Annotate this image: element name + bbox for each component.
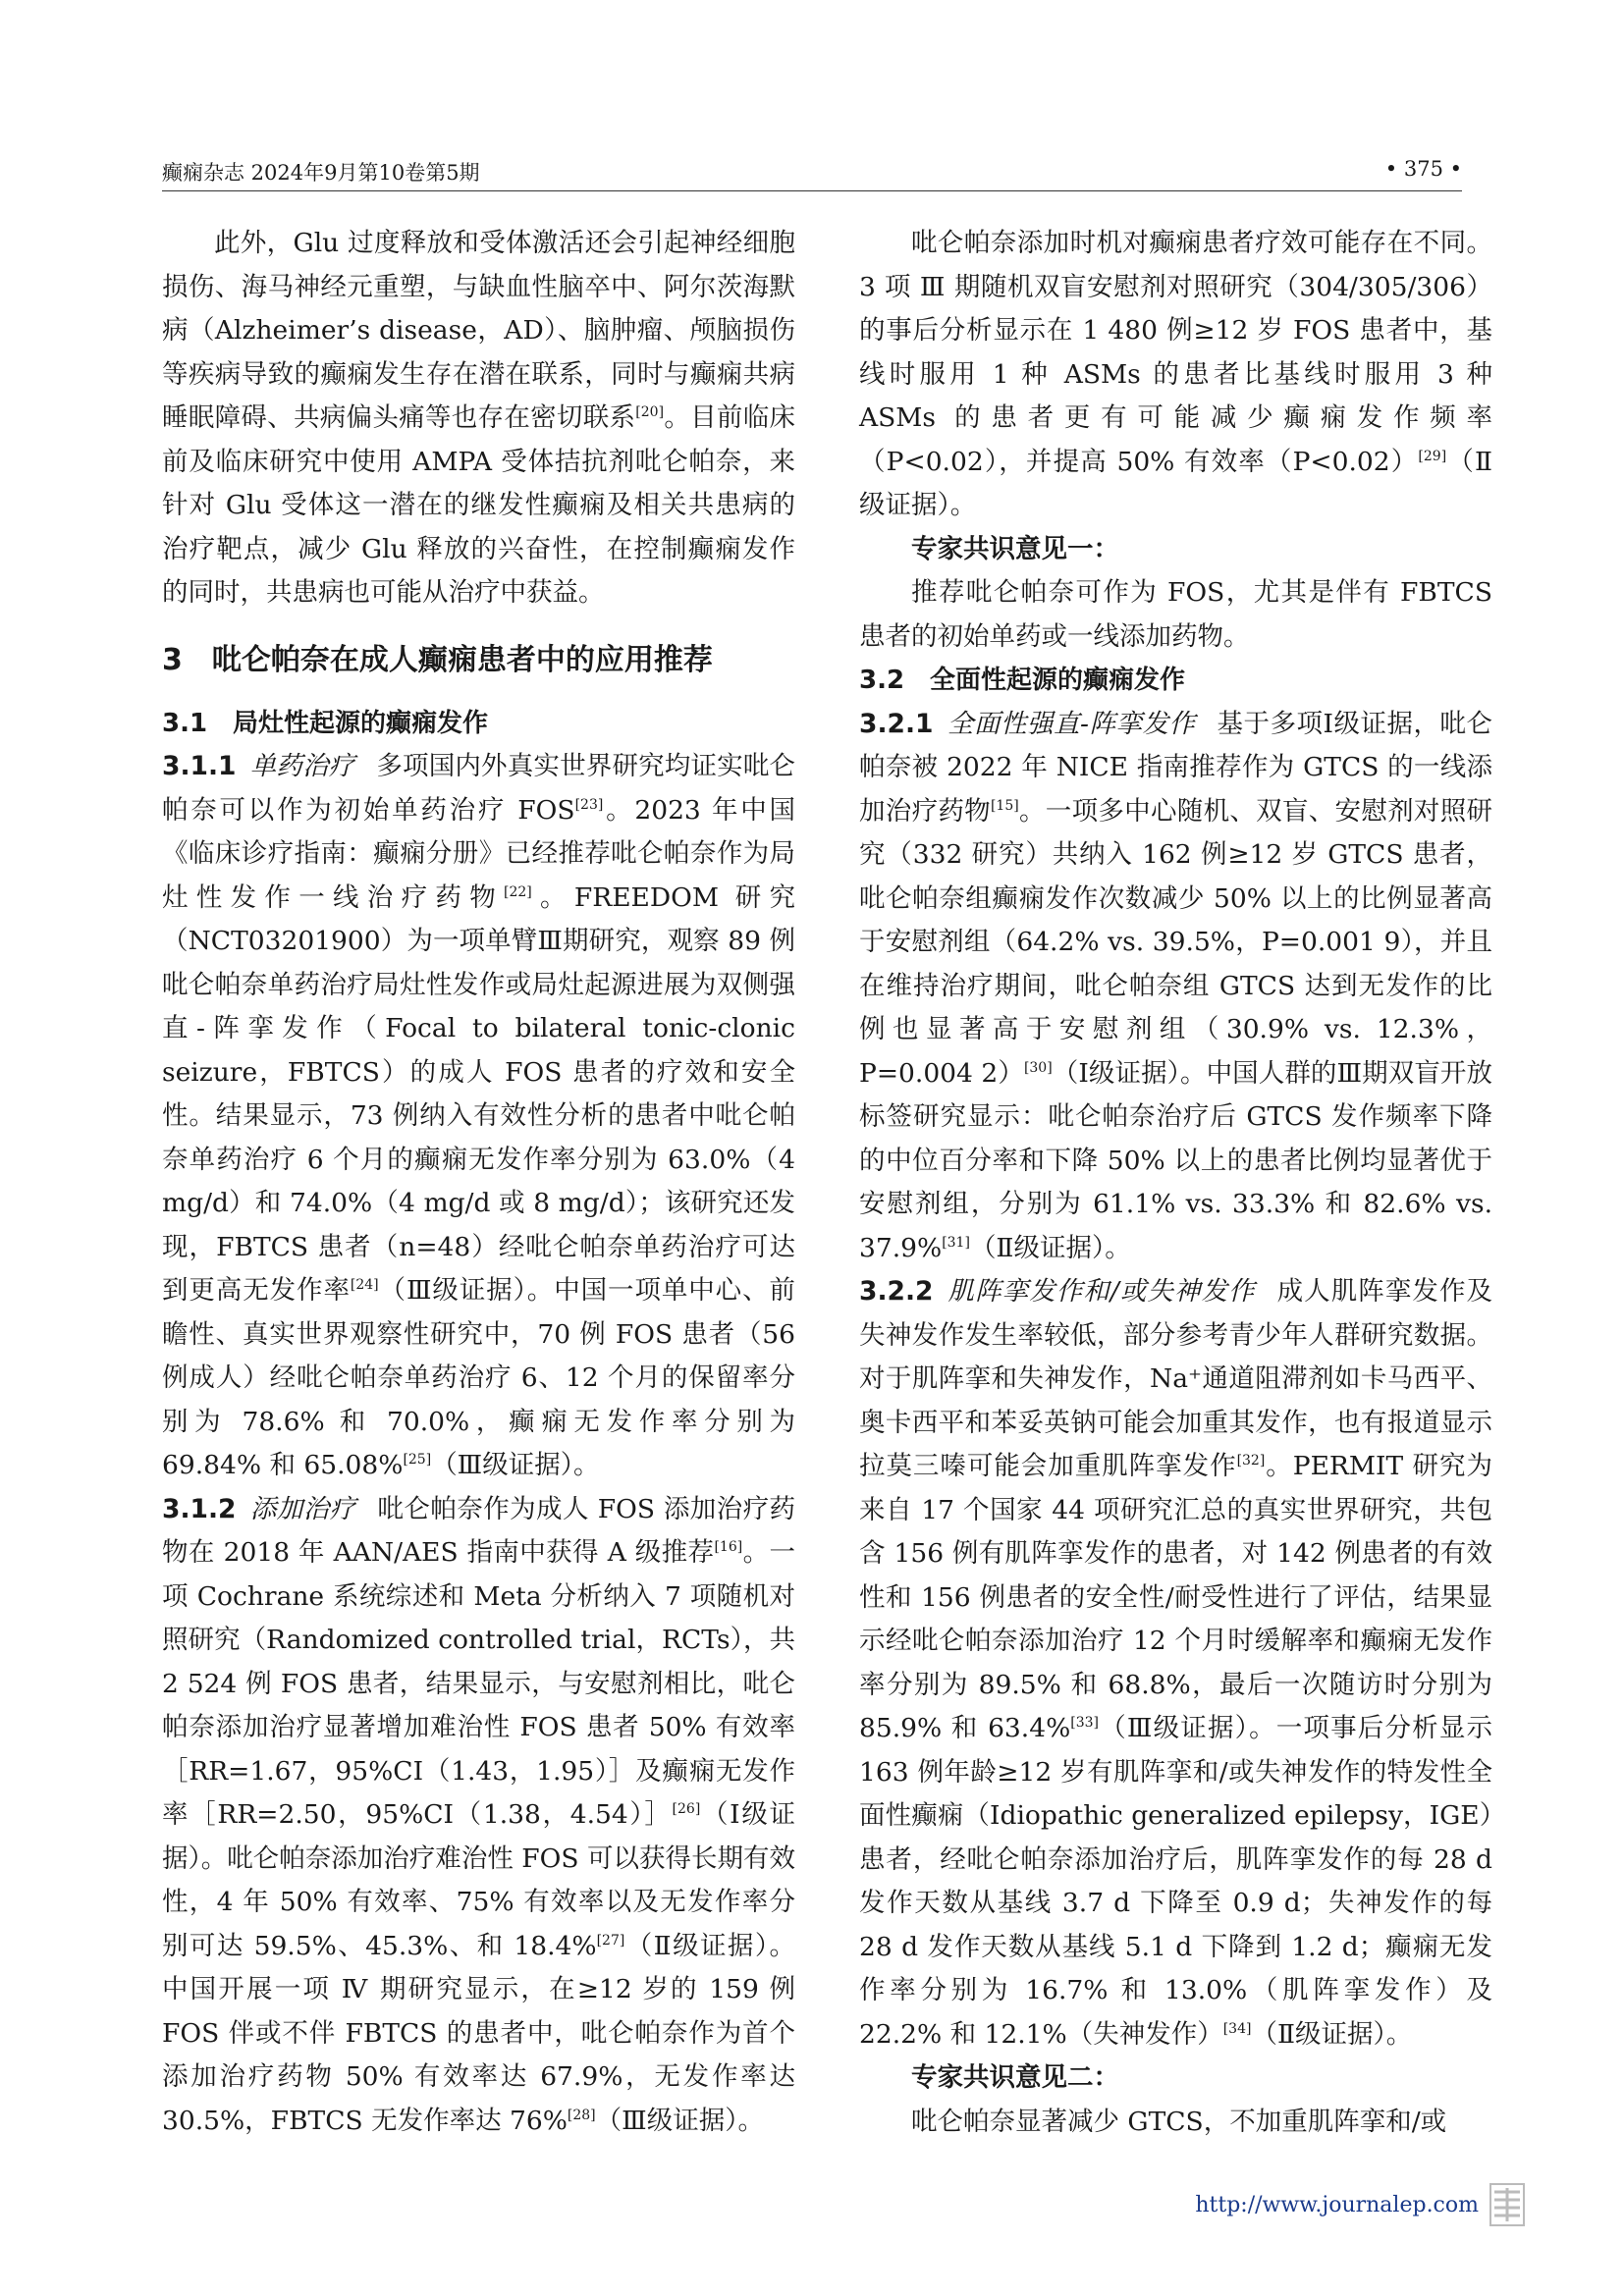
subsection-heading: 3.2 全面性起源的癫痫发作 [859, 666, 1186, 695]
paragraph: 推荐吡仑帕奈可作为 FOS，尤其是伴有 FBTCS 患者的初始单药或一线添加药物。 [859, 577, 1492, 652]
right-column [859, 222, 1492, 2144]
page-number: • 375 • [1384, 157, 1462, 181]
expert-opinion-heading: 专家共识意见一： [911, 533, 1119, 564]
paragraph: 吡仑帕奈添加时机对癫痫患者疗效可能存在不同。3 项 Ⅲ 期随机双盲安慰剂对照研究（304/305/306）的事后分析显示在 1 480 例≥12 岁 FOS 患者中，基线时服用 1 种 ASMs 的患者比基线时服用 3 种 ASMs 的患者更有可能减少癫痫发作频率（P<0.02），并提高 50% 有效率（P<0.02）[29]（Ⅱ级证据）。 [859, 228, 1492, 520]
paragraph: 3.1.2 添加治疗 吡仑帕奈作为成人 FOS 添加治疗药物在 2018 年 AAN/AES 指南中获得 A 级推荐[16]。一项 Cochrane 系统综述和 Meta 分析纳入 7 项随机对照研究（Randomized controlled trial，RCTs），共 2 524 例 FOS 患者，结果显示，与安慰剂相比，吡仑帕奈添加治疗显著增加难治性 FOS 患者 50% 有效率［RR=1.67，95%CI（1.43，1.95）］及癫痫无发作率［RR=2.50，95%CI（1.38，4.54）］[26]（Ⅰ级证据）。吡仑帕奈添加治疗难治性 FOS 可以获得长期有效性，4 年 50% 有效率、75% 有效率以及无发作率分别可达 59.5%、45.3%、和 18.4%[27]（Ⅱ级证据）。中国开展一项 Ⅳ 期研究显示，在≥12 岁的 159 例 FOS 伴或不伴 FBTCS 的患者中，吡仑帕奈作为首个添加治疗药物 50% 有效率达 67.9%，无发作率达 30.5%，FBTCS 无发作率达 76%[28]（Ⅲ级证据）。 [162, 1493, 796, 2136]
subsection-heading: 3.1 局灶性起源的癫痫发作 [162, 708, 489, 738]
paragraph: 吡仑帕奈显著减少 GTCS，不加重肌阵挛和/或 [911, 2106, 1447, 2137]
left-column [162, 222, 795, 2143]
paragraph: 3.2.2 肌阵挛发作和/或失神发作 成人肌阵挛发作及失神发作发生率较低，部分参考青少年人群研究数据。对于肌阵挛和失神发作，Na⁺通道阻滞剂如卡马西平、奥卡西平和苯妥英钠可能会加重其发作，也有报道显示拉莫三嗪可能会加重肌阵挛发作[32]。PERMIT 研究为来自 17 个国家 44 项研究汇总的真实世界研究，共包含 156 例有肌阵挛发作的患者，对 142 例患者的有效性和 156 例患者的安全性/耐受性进行了评估，结果显示经吡仑帕奈添加治疗 12 个月时缓解率和癫痫无发作率分别为 89.5% 和 68.8%，最后一次随访时分别为 85.9% 和 63.4%[33]（Ⅲ级证据）。一项事后分析显示 163 例年龄≥12 岁有肌阵挛和/或失神发作的特发性全面性癫痫（Idiopathic generalized epilepsy，IGE）患者，经吡仑帕奈添加治疗后，肌阵挛发作的每 28 d 发作天数从基线 3.7 d 下降至 0.9 d；失神发作的每 28 d 发作天数从基线 5.1 d 下降到 1.2 d；癫痫无发作率分别为 16.7% 和 13.0%（肌阵挛发作）及 22.2% 和 12.1%（失神发作）[34]（Ⅱ级证据）。 [859, 1276, 1493, 2050]
section-heading: 3 吡仑帕奈在成人癫痫患者中的应用推荐 [162, 642, 713, 677]
journal-logo-icon [1489, 2182, 1526, 2227]
expert-opinion-heading: 专家共识意见二： [911, 2062, 1119, 2093]
paragraph: 此外，Glu 过度释放和受体激活还会引起神经细胞损伤、海马神经元重塑，与缺血性脑卒中、阿尔茨海默病（Alzheimer’s disease，AD）、脑肿瘤、颅脑损伤等疾病导致的癫痫发生存在潜在联系，同时与癫痫共病睡眠障碍、共病偏头痛等也存在密切联系[20]。目前临床前及临床研究中使用 AMPA 受体拮抗剂吡仑帕奈，来针对 Glu 受体这一潜在的继发性癫痫及相关共患病的治疗靶点，减少 Glu 释放的兴奋性，在控制癫痫发作的同时，共患病也可能从治疗中获益。 [162, 228, 796, 608]
journal-url-link[interactable]: http://www.journalep.com [1195, 2192, 1479, 2217]
footer [1195, 2182, 1526, 2227]
paragraph: 3.1.1 单药治疗 多项国内外真实世界研究均证实吡仑帕奈可以作为初始单药治疗 FOS[23]。2023 年中国《临床诊疗指南：癫痫分册》已经推荐吡仑帕奈作为局灶性发作一线治疗药物[22]。FREEDOM 研究（NCT03201900）为一项单臂Ⅲ期研究，观察 89 例吡仑帕奈单药治疗局灶性发作或局灶起源进展为双侧强直-阵挛发作（Focal to bilateral tonic-clonic seizure，FBTCS）的成人 FOS 患者的疗效和安全性。结果显示，73 例纳入有效性分析的患者中吡仑帕奈单药治疗 6 个月的癫痫无发作率分别为 63.0%（4 mg/d）和 74.0%（4 mg/d 或 8 mg/d）；该研究还发现，FBTCS 患者（n=48）经吡仑帕奈单药治疗可达到更高无发作率[24]（Ⅲ级证据）。中国一项单中心、前瞻性、真实世界观察性研究中，70 例 FOS 患者（56 例成人）经吡仑帕奈单药治疗 6、12 个月的保留率分别为 78.6% 和 70.0%，癫痫无发作率分别为 69.84% 和 65.08%[25]（Ⅲ级证据）。 [162, 751, 796, 1480]
journal-issue: 癫痫杂志 2024年9月第10卷第5期 [162, 161, 480, 185]
paragraph: 3.2.1 全面性强直-阵挛发作 基于多项Ⅰ级证据，吡仑帕奈被 2022 年 NICE 指南推荐作为 GTCS 的一线添加治疗药物[15]。一项多中心随机、双盲、安慰剂对照研究（332 研究）共纳入 162 例≥12 岁 GTCS 患者，吡仑帕奈组癫痫发作次数减少 50% 以上的比例显著高于安慰剂组（64.2% vs. 39.5%，P=0.001 9），并且在维持治疗期间，吡仑帕奈组 GTCS 达到无发作的比例也显著高于安慰剂组（30.9% vs. 12.3%，P=0.004 2）[30]（Ⅰ级证据）。中国人群的Ⅲ期双盲开放标签研究显示：吡仑帕奈治疗后 GTCS 发作频率下降的中位百分率和下降 50% 以上的患者比例均显著优于安慰剂组，分别为 61.1% vs. 33.3% 和 82.6% vs. 37.9%[31]（Ⅱ级证据）。 [859, 708, 1493, 1263]
running-header [162, 147, 1462, 191]
